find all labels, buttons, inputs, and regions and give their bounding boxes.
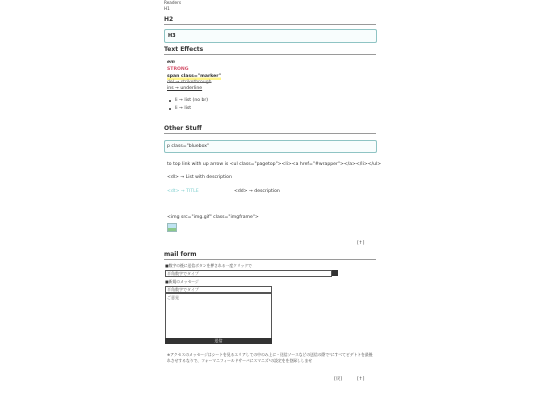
strikethrough-sample: del → strikethrough <box>167 80 212 85</box>
list-bullet <box>169 108 171 110</box>
heading-text-effects: Text Effects <box>164 46 204 53</box>
header-readers: Readers <box>164 0 182 5</box>
divider <box>164 24 376 25</box>
pagetop-note: to top link with up arrow is <ul class="pagetop"><li><a href="#wrapper"></a></li></ul> <box>167 162 382 167</box>
image-icon <box>167 223 177 232</box>
list-item: li → list <box>175 106 192 111</box>
message-textarea[interactable] <box>165 293 272 340</box>
em-sample: em <box>167 60 175 65</box>
img-caption: <img src="img.gif" class="imgframe"> <box>167 215 259 220</box>
list-bullet <box>169 100 171 102</box>
form-label-2: ■新規のメッセージ <box>165 279 199 284</box>
dt-sample: <dt> → TITLE <box>167 189 199 194</box>
list-item: li → list (no br) <box>175 98 209 103</box>
form-field-2[interactable]: 半角数字でタイプ <box>165 286 272 293</box>
divider <box>164 54 376 55</box>
bluebox-text: p class="bluebox" <box>167 144 210 149</box>
heading-other-stuff: Other Stuff <box>164 125 202 132</box>
pagetop-link-bottom[interactable]: [↑] <box>357 377 365 382</box>
dl-note: <dl> → List with description <box>167 175 232 180</box>
pagetop-link[interactable]: [↑] <box>357 241 365 246</box>
heading-h2: H2 <box>164 16 174 23</box>
submit-button[interactable]: 送信 <box>165 338 272 344</box>
divider <box>164 133 376 134</box>
strong-sample: STRONG <box>167 67 189 72</box>
back-link[interactable]: [戻] <box>334 377 343 382</box>
form-field-1[interactable]: 半角数字でタイプ <box>165 270 332 277</box>
textarea-placeholder: ご意見 <box>167 295 179 300</box>
header-h1: H1 <box>164 6 170 11</box>
marker-sample: span class="marker" <box>167 74 221 79</box>
form-label-1: ■数字の後に送信ボタンを押される一度クリックで <box>165 263 252 268</box>
divider <box>164 259 376 260</box>
field-button[interactable] <box>332 270 338 276</box>
underline-sample: ins → underline <box>167 86 203 91</box>
form-note: ※アクセスのメッセージはシートを見るエリアしての中のみ上に・送信ソースなどの送信の際で"にすべてビデトトを最後れさせするなりで、フォーマニフィールドサーバにスマニズ"の設定をを登録ししませ <box>167 352 373 364</box>
heading-mail-form: mail form <box>164 251 197 258</box>
h3-box <box>164 29 377 43</box>
heading-h3: H3 <box>168 33 176 39</box>
bluebox <box>164 140 377 153</box>
dd-sample: <dd> → description <box>234 189 280 194</box>
